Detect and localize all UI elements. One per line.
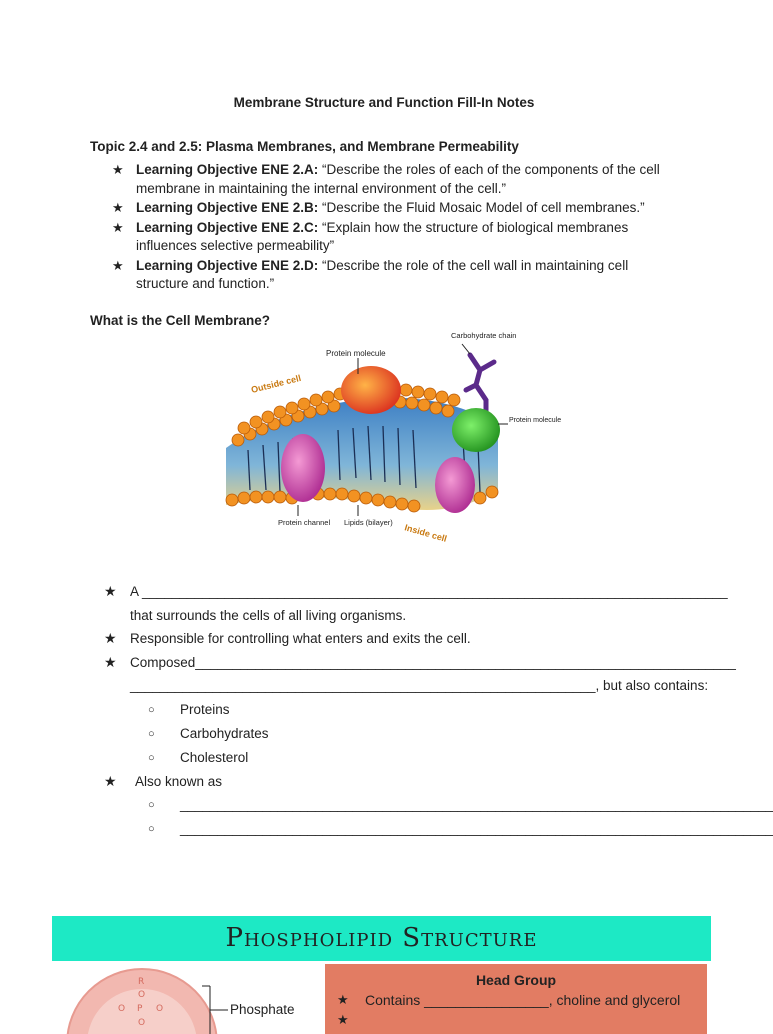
note-text: that surrounds the cells of all living organisms. bbox=[130, 607, 407, 623]
sub-list-item: ○ Carbohydrates bbox=[130, 722, 689, 746]
svg-text:O: O bbox=[138, 990, 146, 1000]
list-item bbox=[104, 627, 689, 651]
star-bullet-icon: ★ bbox=[337, 992, 349, 1007]
svg-text:O: O bbox=[156, 1004, 164, 1014]
protein-channel-shape bbox=[281, 434, 325, 502]
star-bullet-icon: ★ bbox=[104, 772, 117, 789]
outside-cell-label: Outside cell bbox=[250, 372, 302, 395]
svg-text:P: P bbox=[137, 1004, 143, 1014]
fill-in-line: ______________________________________________________________, but also contains: bbox=[130, 678, 709, 693]
topic-heading: Topic 2.4 and 2.5: Plasma Membranes, and Membrane Permeability bbox=[90, 139, 519, 154]
objectives-list bbox=[112, 161, 682, 295]
star-bullet-icon: ★ bbox=[112, 200, 124, 215]
objective-item bbox=[112, 257, 682, 294]
page-title: Membrane Structure and Function Fill-In Notes bbox=[233, 95, 535, 110]
objective-label: Learning Objective ENE 2.A: bbox=[136, 162, 319, 177]
circle-bullet-icon: ○ bbox=[148, 823, 155, 835]
cell-membrane-illustration bbox=[218, 330, 562, 560]
banner-title: Phospholipid Structure bbox=[225, 923, 538, 953]
fill-in-line: _______________________________________________________________________________ bbox=[180, 821, 773, 836]
notes-list bbox=[104, 580, 773, 841]
phospholipid-banner bbox=[52, 916, 711, 961]
objective-text: “Describe the Fluid Mosaic Model of cell membranes.” bbox=[318, 200, 645, 215]
svg-text:O: O bbox=[138, 1018, 146, 1028]
list-item bbox=[104, 651, 736, 770]
carbohydrate-chain-label: Carbohydrate chain bbox=[451, 331, 517, 340]
fill-in-line: Composed________________________________________________________________________ bbox=[130, 654, 736, 670]
circle-bullet-icon: ○ bbox=[148, 751, 155, 764]
objective-text: “Describe the roles of each of the components of the cell membrane in maintaining the internal environment of the cell.” bbox=[136, 162, 660, 196]
star-bullet-icon: ★ bbox=[337, 1012, 349, 1027]
circle-bullet-icon: ○ bbox=[148, 703, 155, 716]
protein-right-label: Protein molecule bbox=[509, 417, 562, 424]
star-bullet-icon: ★ bbox=[104, 630, 117, 646]
svg-text:O: O bbox=[118, 1004, 126, 1014]
objective-label: Learning Objective ENE 2.C: bbox=[136, 219, 319, 235]
inside-cell-label: Inside cell bbox=[403, 522, 449, 544]
lipids-label: Lipids (bilayer) bbox=[344, 518, 393, 527]
circle-bullet-icon: ○ bbox=[148, 799, 155, 811]
phosphate-label: Phosphate bbox=[230, 1002, 295, 1017]
note-text: Also known as bbox=[135, 773, 223, 789]
star-bullet-icon: ★ bbox=[112, 162, 124, 177]
circle-bullet-icon: ○ bbox=[148, 727, 155, 740]
protein-molecule-label: Protein molecule bbox=[326, 349, 386, 358]
fill-in-line: _______________________________________________________________________________ bbox=[180, 797, 773, 812]
sub-list-item bbox=[130, 793, 773, 817]
phosphate-head-diagram bbox=[52, 964, 322, 1034]
head-group-line: ★ Contains ________________, choline and glycerol bbox=[337, 992, 681, 1008]
svg-text:R: R bbox=[138, 977, 145, 987]
sub-list bbox=[130, 793, 773, 841]
head-group-box bbox=[325, 964, 707, 1034]
objective-label: Learning Objective ENE 2.B: bbox=[136, 200, 319, 215]
protein-molecule-shape bbox=[341, 366, 401, 414]
fill-in-line: A ______________________________________________________________________________ bbox=[130, 584, 728, 599]
star-bullet-icon: ★ bbox=[104, 583, 117, 599]
objective-item bbox=[112, 161, 682, 198]
star-bullet-icon: ★ bbox=[112, 257, 124, 273]
objective-item bbox=[112, 219, 682, 256]
section-heading: What is the Cell Membrane? bbox=[90, 313, 271, 328]
objective-text: “Describe the role of the cell wall in maintaining cell structure and function.” bbox=[136, 257, 629, 291]
star-bullet-icon: ★ bbox=[104, 653, 117, 670]
note-text: Responsible for controlling what enters and exits the cell. bbox=[130, 631, 471, 646]
sub-list-item: ○ Cholesterol bbox=[130, 746, 689, 770]
protein-molecule-shape bbox=[452, 408, 500, 452]
star-bullet-icon: ★ bbox=[112, 219, 124, 235]
sub-list-item: ○ Proteins bbox=[130, 698, 689, 722]
sub-list bbox=[130, 698, 689, 770]
head-group-title: Head Group bbox=[475, 972, 557, 988]
list-item bbox=[104, 770, 773, 842]
sub-list-item bbox=[130, 817, 773, 841]
list-item bbox=[104, 580, 728, 627]
objective-label: Learning Objective ENE 2.D: bbox=[136, 257, 319, 273]
objective-text: “Explain how the structure of biological membranes influences selective permeability” bbox=[136, 219, 629, 253]
objective-item bbox=[112, 199, 682, 218]
protein-channel-label: Protein channel bbox=[278, 518, 331, 527]
